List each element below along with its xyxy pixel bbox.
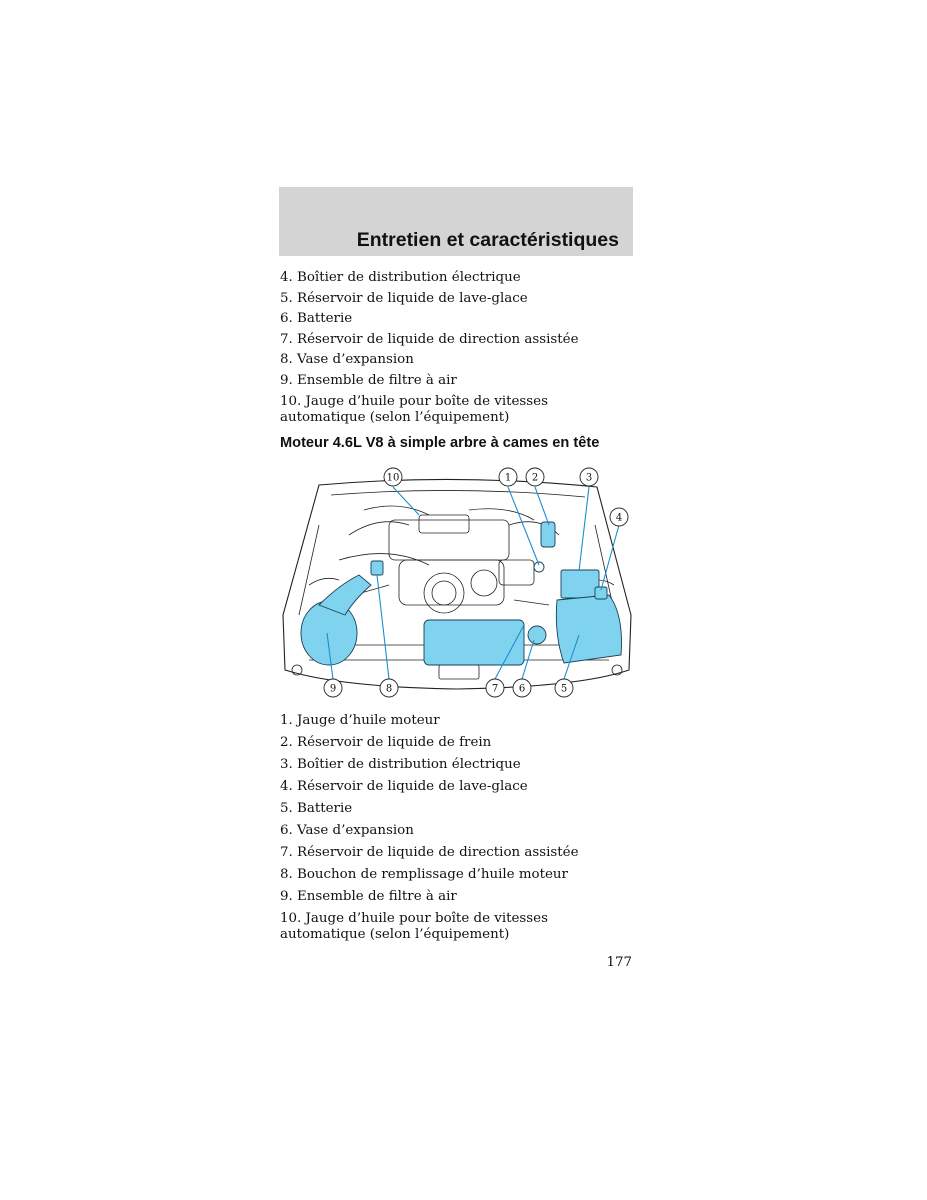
list-item: 4. Boîtier de distribution électrique [280,270,521,285]
list-item: 9. Ensemble de filtre à air [280,372,457,388]
list-item: 6. Batterie [280,311,353,327]
page-title: Entretien et caractéristiques [356,229,619,251]
page-number: 177 [606,955,632,970]
callout-6: 6 [518,683,526,695]
list-item: 3. Boîtier de distribution électrique [280,757,521,772]
callout-4: 4 [615,512,623,524]
list-item: 6. Vase d’expansion [280,823,414,838]
list-item: 7. Réservoir de liquide de direction assistée [280,331,579,347]
callout-9: 9 [329,683,337,695]
list-item: 8. Vase d’expansion [280,352,414,368]
list-item: 4. Réservoir de liquide de lave-glace [280,779,528,794]
list-item: 10. Jauge d’huile pour boîte de vitesses automatique (selon l’équipement) [280,393,548,425]
list-item: 5. Réservoir de liquide de lave-glace [280,290,528,306]
callout-1: 1 [504,472,512,484]
top-component-list [280,270,630,430]
callout-2: 2 [531,472,539,484]
list-item: 5. Batterie [280,801,353,816]
list-item: 8. Bouchon de remplissage d’huile moteur [280,867,568,882]
callout-3: 3 [585,472,593,484]
callout-5: 5 [560,683,568,695]
engine-compartment-diagram [279,465,635,703]
section-header-band [279,187,633,256]
section-heading: Moteur 4.6L V8 à simple arbre à cames en tête [280,435,600,451]
callout-8: 8 [385,683,393,695]
list-item: 1. Jauge d’huile moteur [280,713,440,728]
list-item: 9. Ensemble de filtre à air [280,889,457,904]
callout-7: 7 [491,683,499,695]
bottom-component-list [280,713,630,949]
list-item: 7. Réservoir de liquide de direction assistée [280,845,579,860]
list-item: 10. Jauge d’huile pour boîte de vitesses automatique (selon l’équipement) [280,911,548,942]
list-item: 2. Réservoir de liquide de frein [280,735,492,750]
callout-10: 10 [386,472,400,484]
